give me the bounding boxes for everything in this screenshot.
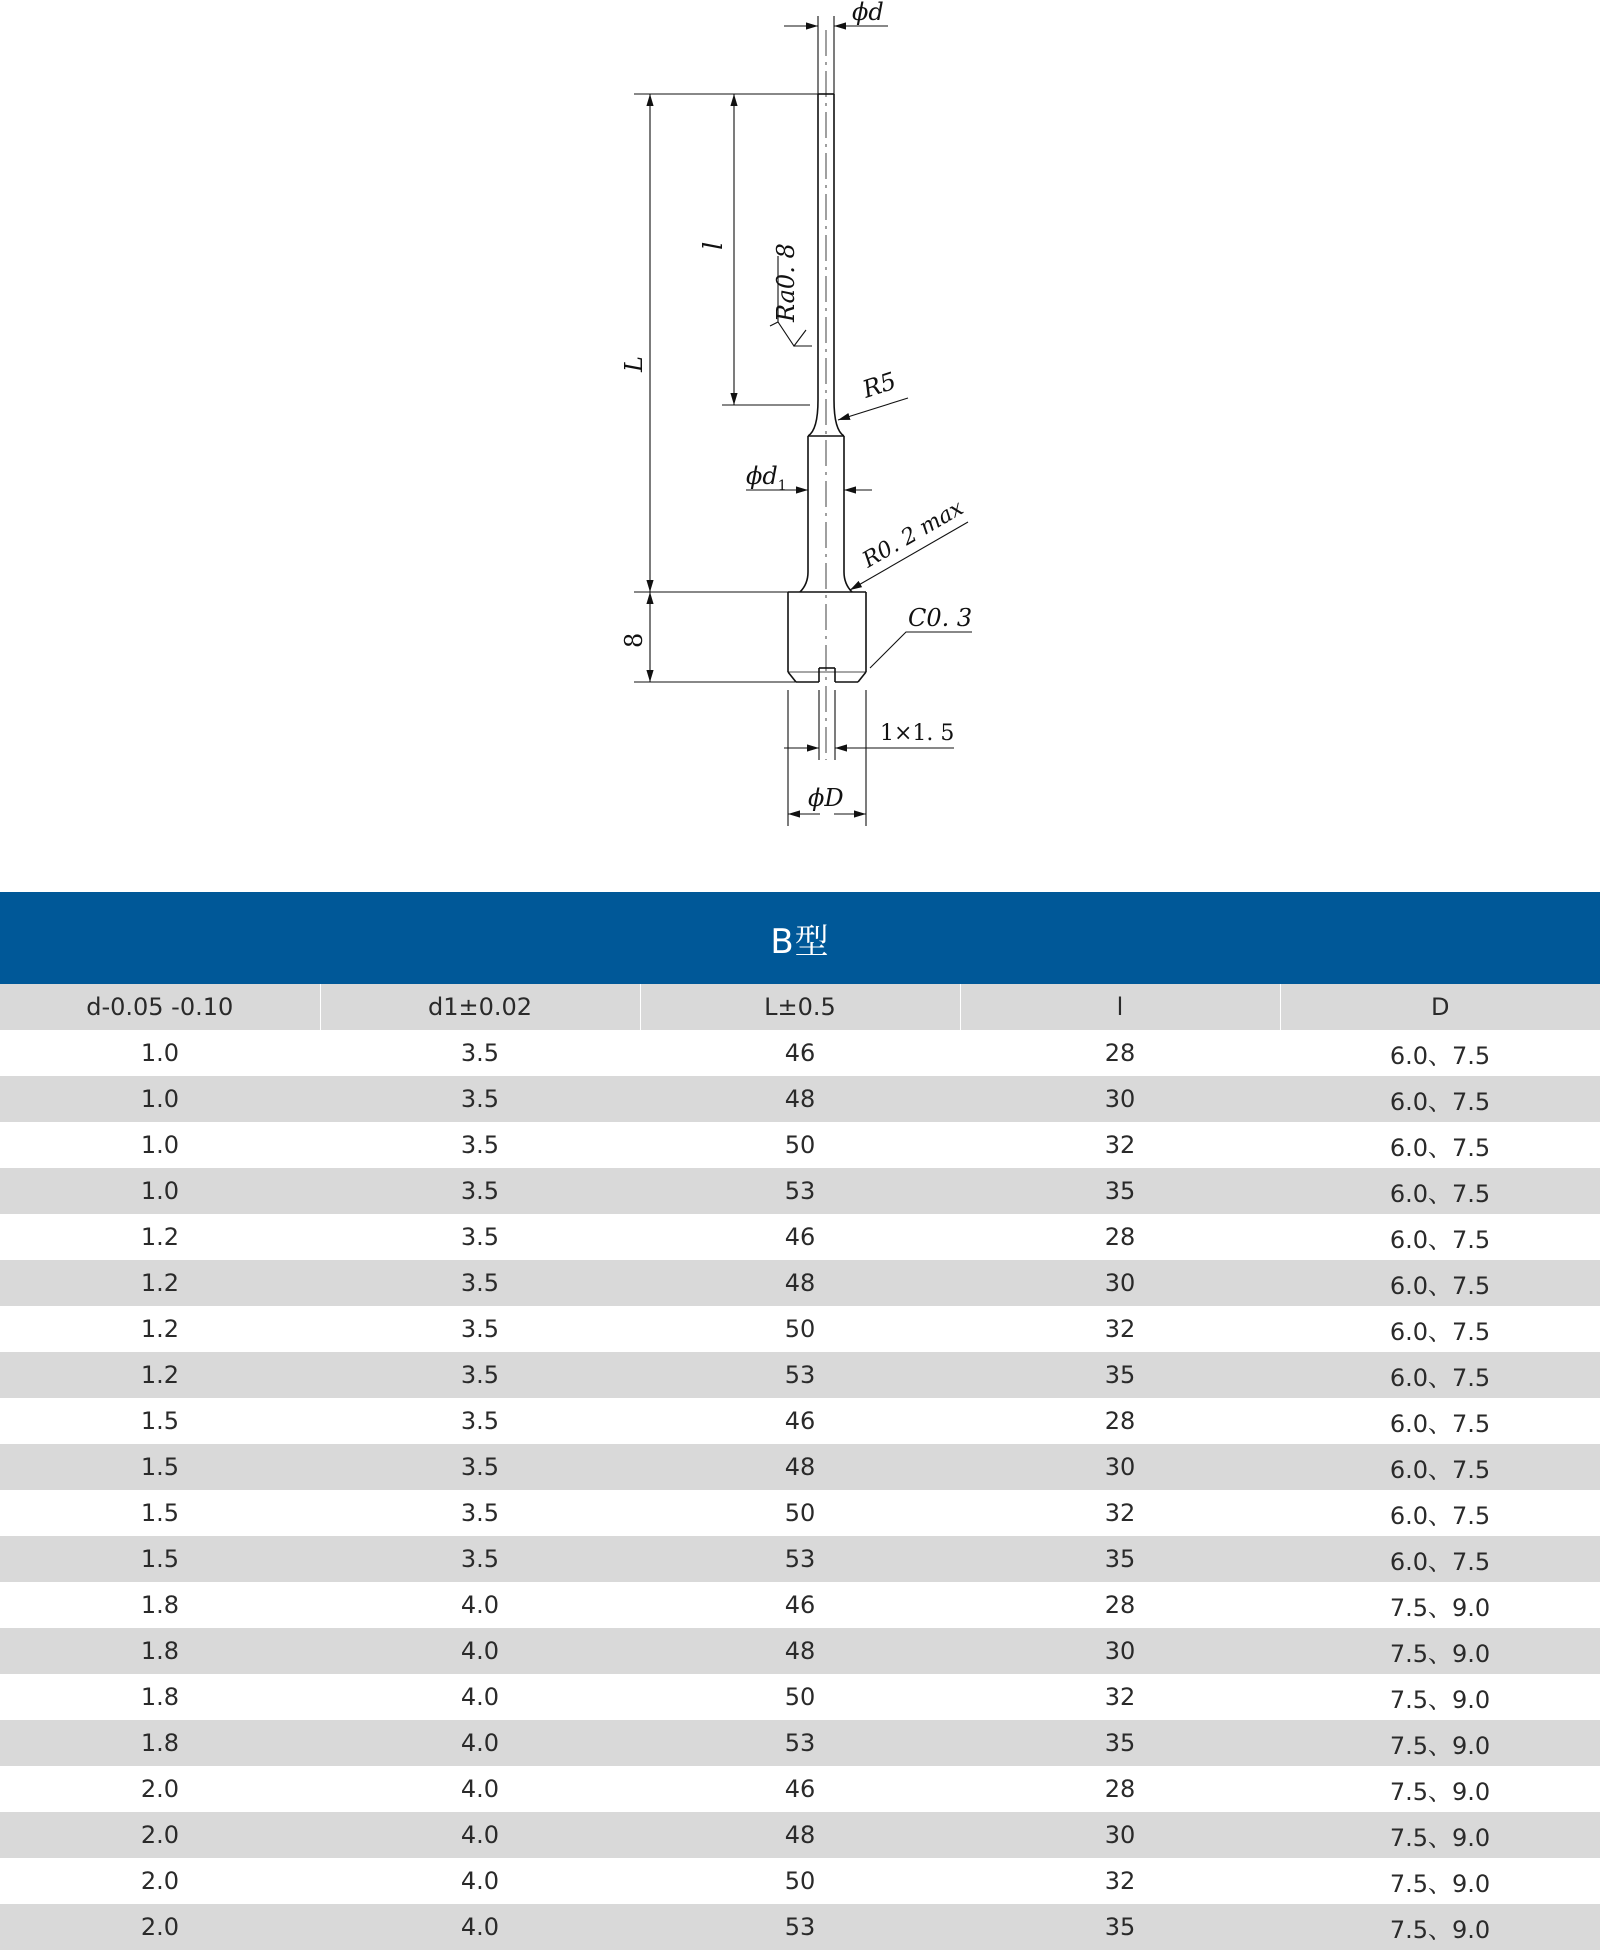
cell-small-l: 35 [960, 1168, 1280, 1214]
cell-small-l: 32 [960, 1674, 1280, 1720]
table-row [0, 1536, 1600, 1582]
cell-small-l: 35 [960, 1352, 1280, 1398]
cell-small-l: 32 [960, 1306, 1280, 1352]
cell-big-l: 48 [640, 1444, 960, 1490]
label-small-l: l [699, 241, 729, 250]
table-row [0, 1444, 1600, 1490]
label-phi-d1: $\phi d_1$ [746, 462, 787, 494]
cell-small-l: 35 [960, 1904, 1280, 1950]
cell-small-l: 28 [960, 1582, 1280, 1628]
cell-d: 1.5 [0, 1398, 320, 1444]
table-row [0, 1720, 1600, 1766]
cell-big-d: 6.0、7.5 [1280, 1214, 1600, 1260]
cell-small-l: 32 [960, 1122, 1280, 1168]
cell-small-l: 30 [960, 1628, 1280, 1674]
cell-big-d: 7.5、9.0 [1280, 1766, 1600, 1812]
cell-big-d: 6.0、7.5 [1280, 1306, 1600, 1352]
cell-d1: 4.0 [320, 1628, 640, 1674]
cell-big-d: 7.5、9.0 [1280, 1582, 1600, 1628]
cell-big-l: 53 [640, 1168, 960, 1214]
cell-big-l: 46 [640, 1398, 960, 1444]
cell-d1: 3.5 [320, 1490, 640, 1536]
header-d1: d1±0.02 [320, 984, 640, 1030]
label-r5: R5 [859, 366, 900, 404]
header-big-l: L±0.5 [640, 984, 960, 1030]
cell-big-l: 48 [640, 1628, 960, 1674]
cell-d1: 4.0 [320, 1766, 640, 1812]
cell-big-l: 46 [640, 1214, 960, 1260]
cell-d: 2.0 [0, 1858, 320, 1904]
cell-d1: 4.0 [320, 1858, 640, 1904]
table-row [0, 1490, 1600, 1536]
cell-d1: 4.0 [320, 1582, 640, 1628]
label-phi-d: ϕd [852, 0, 884, 26]
cell-big-d: 6.0、7.5 [1280, 1398, 1600, 1444]
cell-big-d: 6.0、7.5 [1280, 1490, 1600, 1536]
cell-big-d: 7.5、9.0 [1280, 1858, 1600, 1904]
cell-d1: 3.5 [320, 1306, 640, 1352]
cell-d1: 3.5 [320, 1168, 640, 1214]
cell-d: 1.2 [0, 1306, 320, 1352]
cell-big-l: 48 [640, 1076, 960, 1122]
cell-small-l: 35 [960, 1720, 1280, 1766]
cell-d: 1.8 [0, 1628, 320, 1674]
table-body [0, 1030, 1600, 1950]
cell-d1: 3.5 [320, 1076, 640, 1122]
cell-d: 1.0 [0, 1030, 320, 1076]
cell-small-l: 30 [960, 1076, 1280, 1122]
cell-big-d: 7.5、9.0 [1280, 1628, 1600, 1674]
label-roughness: Ra0. 8 [772, 243, 800, 322]
cell-small-l: 28 [960, 1030, 1280, 1076]
table-row [0, 1168, 1600, 1214]
label-eight: 8 [620, 632, 648, 648]
spec-table [0, 984, 1600, 1950]
cell-small-l: 32 [960, 1490, 1280, 1536]
cell-big-l: 50 [640, 1306, 960, 1352]
table-row [0, 1076, 1600, 1122]
cell-small-l: 28 [960, 1398, 1280, 1444]
cell-big-l: 50 [640, 1490, 960, 1536]
cell-big-d: 6.0、7.5 [1280, 1260, 1600, 1306]
cell-big-l: 48 [640, 1260, 960, 1306]
table-row [0, 1398, 1600, 1444]
cell-big-l: 53 [640, 1720, 960, 1766]
label-slot: 1×1. 5 [880, 721, 955, 746]
cell-big-l: 50 [640, 1674, 960, 1720]
cell-d: 1.5 [0, 1490, 320, 1536]
cell-big-l: 50 [640, 1858, 960, 1904]
cell-d: 1.2 [0, 1214, 320, 1260]
table-row [0, 1030, 1600, 1076]
header-small-l: l [960, 984, 1280, 1030]
label-big-l: L [620, 356, 648, 372]
cell-big-d: 7.5、9.0 [1280, 1904, 1600, 1950]
cell-big-d: 7.5、9.0 [1280, 1720, 1600, 1766]
cell-d1: 3.5 [320, 1122, 640, 1168]
cell-d: 2.0 [0, 1766, 320, 1812]
cell-big-l: 53 [640, 1536, 960, 1582]
cell-d: 1.0 [0, 1168, 320, 1214]
cell-d: 1.5 [0, 1444, 320, 1490]
table-row [0, 1812, 1600, 1858]
cell-big-d: 6.0、7.5 [1280, 1536, 1600, 1582]
table-header-row [0, 984, 1600, 1030]
cell-small-l: 30 [960, 1444, 1280, 1490]
cell-big-d: 6.0、7.5 [1280, 1030, 1600, 1076]
header-d: d-0.05 -0.10 [0, 984, 320, 1030]
cell-big-d: 6.0、7.5 [1280, 1122, 1600, 1168]
cell-d: 1.5 [0, 1536, 320, 1582]
cell-big-l: 48 [640, 1812, 960, 1858]
label-r02max: R0. 2 max [858, 495, 968, 574]
table-row [0, 1582, 1600, 1628]
table-row [0, 1260, 1600, 1306]
cell-d1: 4.0 [320, 1720, 640, 1766]
table-row [0, 1904, 1600, 1950]
cell-d1: 3.5 [320, 1536, 640, 1582]
cell-d: 1.2 [0, 1352, 320, 1398]
cell-d1: 4.0 [320, 1904, 640, 1950]
cell-d: 2.0 [0, 1904, 320, 1950]
table-row [0, 1628, 1600, 1674]
cell-big-l: 46 [640, 1030, 960, 1076]
cell-d: 1.8 [0, 1582, 320, 1628]
cell-d1: 4.0 [320, 1674, 640, 1720]
cell-d1: 3.5 [320, 1260, 640, 1306]
cell-small-l: 32 [960, 1858, 1280, 1904]
cell-small-l: 35 [960, 1536, 1280, 1582]
cell-big-d: 7.5、9.0 [1280, 1812, 1600, 1858]
table-row [0, 1674, 1600, 1720]
technical-drawing [0, 0, 1600, 870]
label-phi-big-d: ϕD [808, 784, 844, 812]
cell-big-d: 7.5、9.0 [1280, 1674, 1600, 1720]
cell-big-d: 6.0、7.5 [1280, 1168, 1600, 1214]
cell-d1: 3.5 [320, 1398, 640, 1444]
table-row [0, 1306, 1600, 1352]
cell-d: 1.0 [0, 1122, 320, 1168]
ejector-pin-drawing [0, 0, 1600, 870]
cell-big-d: 6.0、7.5 [1280, 1076, 1600, 1122]
cell-d: 1.8 [0, 1720, 320, 1766]
cell-small-l: 28 [960, 1214, 1280, 1260]
table-title: B型 [0, 892, 1600, 984]
cell-big-d: 6.0、7.5 [1280, 1352, 1600, 1398]
cell-d: 1.8 [0, 1674, 320, 1720]
cell-d1: 3.5 [320, 1214, 640, 1260]
cell-d1: 3.5 [320, 1444, 640, 1490]
cell-d1: 3.5 [320, 1030, 640, 1076]
cell-small-l: 28 [960, 1766, 1280, 1812]
cell-big-d: 6.0、7.5 [1280, 1444, 1600, 1490]
cell-d1: 4.0 [320, 1812, 640, 1858]
table-row [0, 1214, 1600, 1260]
header-big-d: D [1280, 984, 1600, 1030]
cell-d1: 3.5 [320, 1352, 640, 1398]
cell-d: 1.0 [0, 1076, 320, 1122]
table-row [0, 1352, 1600, 1398]
cell-big-l: 46 [640, 1766, 960, 1812]
spec-table-section [0, 892, 1600, 1950]
cell-big-l: 50 [640, 1122, 960, 1168]
pin-outline [808, 94, 866, 682]
label-c03: C0. 3 [908, 604, 973, 632]
cell-d: 2.0 [0, 1812, 320, 1858]
table-row [0, 1122, 1600, 1168]
cell-big-l: 53 [640, 1352, 960, 1398]
cell-big-l: 53 [640, 1904, 960, 1950]
cell-small-l: 30 [960, 1812, 1280, 1858]
cell-small-l: 30 [960, 1260, 1280, 1306]
cell-d: 1.2 [0, 1260, 320, 1306]
table-row [0, 1858, 1600, 1904]
table-row [0, 1766, 1600, 1812]
cell-big-l: 46 [640, 1582, 960, 1628]
